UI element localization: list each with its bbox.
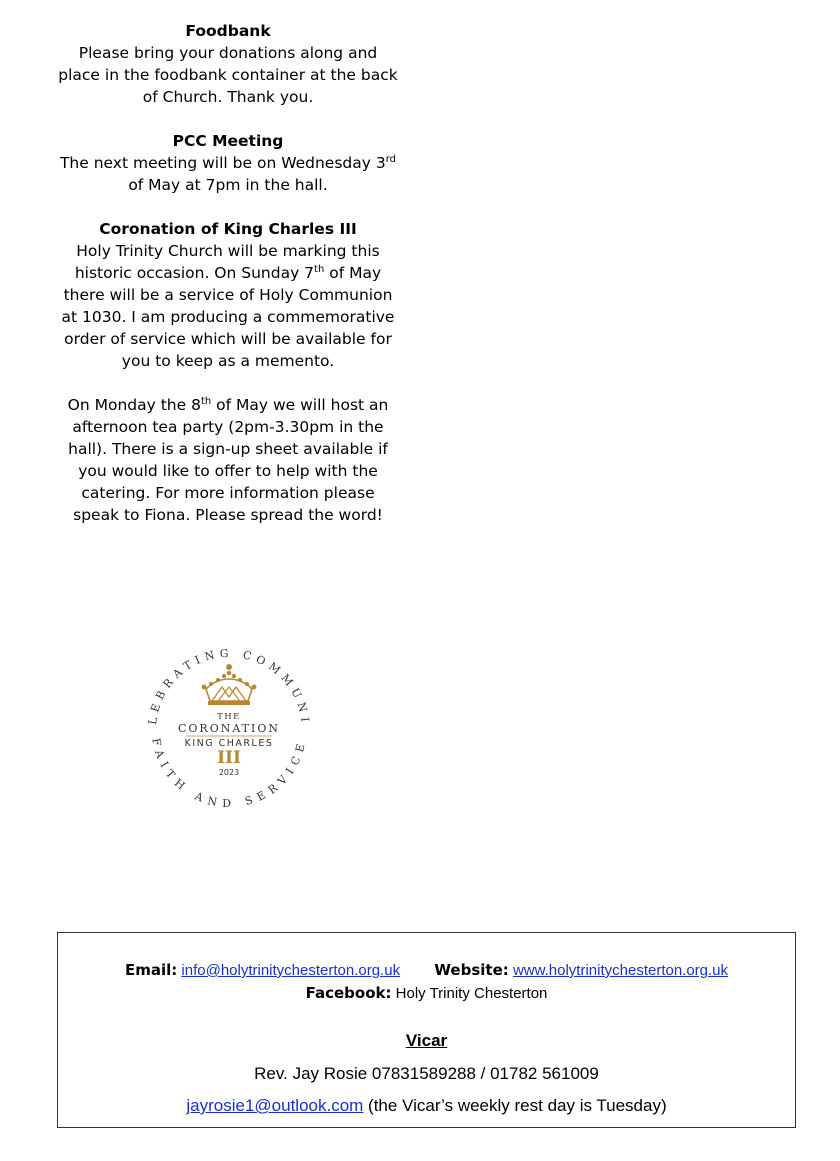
emblem-king: KING CHARLES — [184, 738, 274, 749]
vicar-email-row — [58, 1096, 795, 1116]
email-link[interactable]: info@holytrinitychesterton.org.uk — [181, 962, 401, 979]
foodbank-text: Please bring your donations along and place in the foodbank container at the back of Church. Thank you. — [58, 44, 398, 106]
contact-row — [58, 961, 795, 979]
emblem-year: 2023 — [218, 768, 240, 777]
emblem-the: THE — [217, 712, 241, 722]
pcc-heading: PCC Meeting — [172, 132, 284, 150]
vicar-email-link[interactable]: jayrosie1@outlook.com — [186, 1096, 364, 1115]
facebook-label: Facebook: — [305, 984, 392, 1002]
emblem-ring-bottom: FAITH AND SERVICE — [149, 736, 309, 811]
vicar-contact: Rev. Jay Rosie 07831589288 / 01782 561009 — [254, 1064, 599, 1083]
facebook-value: Holy Trinity Chesterton — [391, 985, 548, 1002]
emblem-numeral: III — [217, 748, 241, 768]
coronation-service-text: Holy Trinity Church will be marking this historic occasion. On Sunday 7th of May there will be a service of Holy Communion at 1030. I am producing a commemorative order of service which will be available for you to keep as a memento. — [61, 242, 395, 370]
notices-column — [58, 20, 398, 526]
website-link[interactable]: www.holytrinitychesterton.org.uk — [512, 962, 729, 979]
tea-party-text: On Monday the 8th of May we will host an afternoon tea party (2pm-3.30pm in the hall). There is a sign-up sheet available if you would like to offer to help with the catering. For more information please speak to Fiona. Please spread the word! — [67, 395, 389, 524]
coronation-heading: Coronation of King Charles III — [99, 220, 357, 238]
coronation-emblem — [134, 635, 324, 825]
vicar-heading: Vicar — [405, 1031, 448, 1050]
crown-icon — [202, 664, 257, 705]
facebook-row — [58, 984, 795, 1002]
coronation-emblem-svg — [134, 635, 324, 825]
rest-day-note: (the Vicar’s weekly rest day is Tuesday) — [363, 1096, 667, 1115]
emblem-coronation: CORONATION — [177, 722, 281, 735]
contact-box — [57, 932, 796, 1128]
email-label: Email: — [124, 961, 178, 979]
pcc-text: The next meeting will be on Wednesday 3rd of May at 7pm in the hall. — [59, 153, 397, 194]
website-label: Website: — [434, 961, 509, 979]
foodbank-heading: Foodbank — [185, 22, 271, 40]
emblem-ring-top: LEBRATING COMMUNI — [146, 646, 313, 728]
